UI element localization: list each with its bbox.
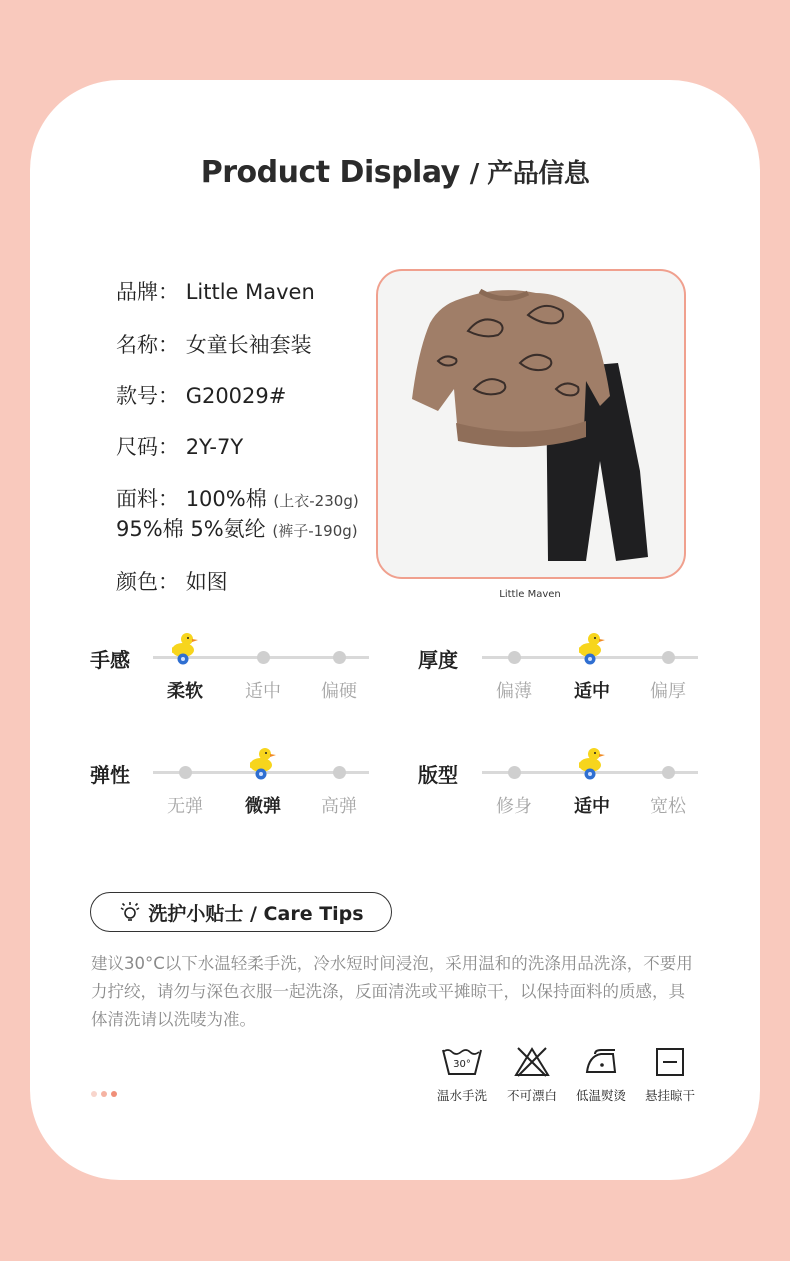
meter-dot [333,766,346,779]
meter-option: 适中 [574,681,610,702]
meter-dot [508,651,521,664]
care-tips-title: 洗护小贴士 / Care Tips [148,902,364,925]
meter-option: 高弹 [321,796,357,817]
meter-option: 宽松 [650,796,686,817]
care-low-iron [566,1046,636,1104]
info-style-no-value: G20029# [185,384,287,408]
info-fabric-line1-note: (上衣-230g) [273,492,359,510]
info-size-label: 尺码： [116,435,179,459]
meter-option: 偏硬 [321,681,357,702]
info-brand [116,276,315,306]
meter-option: 无弹 [167,796,203,817]
meter-option: 柔软 [167,681,203,702]
meter-option: 微弹 [245,796,281,817]
info-name-label: 名称： [116,333,179,357]
duck-marker-icon [246,746,280,782]
meter-option: 适中 [574,796,610,817]
dot-icon [91,1091,97,1097]
dot-icon [101,1091,107,1097]
info-fabric-line2: 95%棉 5%氨纶 [116,517,266,541]
info-name [116,329,312,359]
meter-dot [333,651,346,664]
care-hand-wash [427,1046,497,1104]
care-tips-header [90,892,392,932]
meter-option: 偏薄 [496,681,532,702]
title-chinese: / 产品信息 [469,159,590,189]
no-bleach-label: 不可漂白 [506,1088,557,1103]
info-brand-label: 品牌： [116,280,179,304]
meter-label: 厚度 [418,648,458,672]
meter-option: 适中 [245,681,281,702]
info-size [116,431,243,461]
outfit-illustration [378,271,684,577]
title-english: Product Display [200,155,460,190]
meter-option: 偏厚 [650,681,686,702]
low-iron-icon [581,1046,621,1078]
info-fabric-2 [116,513,358,543]
info-name-value: 女童长袖套装 [185,333,312,357]
meter-option: 修身 [496,796,532,817]
info-color-label: 颜色： [116,570,179,594]
duck-marker-icon [575,746,609,782]
info-style-no [116,380,286,410]
meter-dot [662,651,675,664]
low-iron-label: 低温熨烫 [575,1088,626,1103]
meter-label: 手感 [90,648,130,672]
info-color [116,566,228,596]
info-style-no-label: 款号： [116,384,179,408]
duck-marker-icon [575,631,609,667]
hang-dry-label: 悬挂晾干 [644,1088,695,1103]
info-color-value: 如图 [185,570,228,594]
meter-dot [257,651,270,664]
hand-wash-label: 温水手洗 [436,1088,487,1103]
hang-dry-icon [654,1046,686,1078]
page-title [0,153,790,190]
product-image [376,269,686,579]
info-fabric [116,483,359,513]
info-fabric-line1: 100%棉 [185,487,267,511]
wash-temp: 30° [453,1059,471,1070]
product-caption: Little Maven [499,589,561,600]
dot-icon [111,1091,117,1097]
decorative-dots [91,1091,117,1097]
no-bleach-icon [512,1046,552,1078]
meter-dot [179,766,192,779]
info-size-value: 2Y-7Y [185,435,244,459]
hand-wash-30-icon [440,1046,484,1078]
info-brand-value: Little Maven [185,280,315,304]
info-fabric-label: 面料： [116,487,179,511]
meter-label: 版型 [418,763,458,787]
meter-dot [662,766,675,779]
care-instructions: 建议30°C以下水温轻柔手洗，冷水短时间浸泡，采用温和的洗涤用品洗涤，不要用力拧绞，请勿与深色衣服一起洗涤，反面清洗或平摊晾干，以保持面料的质感，具体清洗请以洗唛为准。 [91,954,693,1029]
info-fabric-line2-note: (裤子-190g) [272,522,358,540]
lightbulb-icon [118,900,142,924]
meter-dot [508,766,521,779]
care-hang-dry [635,1046,705,1104]
care-no-bleach [497,1046,567,1104]
duck-marker-icon [168,631,202,667]
meter-label: 弹性 [90,763,130,787]
